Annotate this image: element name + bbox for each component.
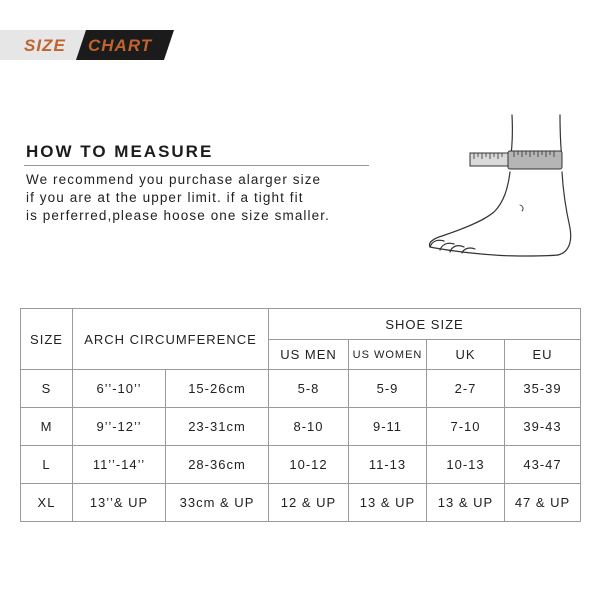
header-uk: UK <box>427 340 505 370</box>
cell-uk: 13 & UP <box>427 484 505 522</box>
cell-arch-inch: 6’’-10’’ <box>73 370 166 408</box>
cell-arch-inch: 9’’-12’’ <box>73 408 166 446</box>
cell-eu: 39-43 <box>505 408 581 446</box>
header-shoe-size: SHOE SIZE <box>269 309 581 340</box>
cell-arch-inch: 11’’-14’’ <box>73 446 166 484</box>
measure-line-3: is perferred,please hoose one size smaller. <box>26 208 330 223</box>
cell-arch-cm: 15-26cm <box>166 370 269 408</box>
cell-eu: 43-47 <box>505 446 581 484</box>
header-eu: EU <box>505 340 581 370</box>
cell-us-women: 13 & UP <box>349 484 427 522</box>
header-size: SIZE <box>21 309 73 370</box>
cell-eu: 47 & UP <box>505 484 581 522</box>
cell-eu: 35-39 <box>505 370 581 408</box>
cell-arch-cm: 28-36cm <box>166 446 269 484</box>
table-row <box>21 446 581 484</box>
cell-us-men: 8-10 <box>269 408 349 446</box>
how-to-measure-text <box>26 171 386 225</box>
cell-uk: 10-13 <box>427 446 505 484</box>
table-row <box>21 370 581 408</box>
cell-us-women: 5-9 <box>349 370 427 408</box>
cell-arch-cm: 23-31cm <box>166 408 269 446</box>
banner-size-label: SIZE <box>24 36 66 55</box>
table-row <box>21 408 581 446</box>
table-row <box>21 484 581 522</box>
measure-line-1: We recommend you purchase alarger size <box>26 172 322 187</box>
measure-line-2: if you are at the upper limit. if a tight fit <box>26 190 304 205</box>
cell-uk: 2-7 <box>427 370 505 408</box>
title-divider <box>24 165 369 166</box>
header-arch-circumference: ARCH CIRCUMFERENCE <box>73 309 269 370</box>
cell-uk: 7-10 <box>427 408 505 446</box>
cell-arch-inch: 13’’& UP <box>73 484 166 522</box>
header-us-women: US WOMEN <box>349 340 427 370</box>
header-us-men: US MEN <box>269 340 349 370</box>
cell-us-men: 12 & UP <box>269 484 349 522</box>
cell-us-men: 5-8 <box>269 370 349 408</box>
cell-size: L <box>21 446 73 484</box>
cell-us-men: 10-12 <box>269 446 349 484</box>
cell-size: M <box>21 408 73 446</box>
table-header-row <box>21 309 581 340</box>
foot-with-measuring-tape-icon <box>420 110 580 270</box>
cell-size: S <box>21 370 73 408</box>
cell-arch-cm: 33cm & UP <box>166 484 269 522</box>
banner-chart-label: CHART <box>88 36 153 55</box>
how-to-measure-title: HOW TO MEASURE <box>26 142 214 161</box>
cell-us-women: 11-13 <box>349 446 427 484</box>
cell-size: XL <box>21 484 73 522</box>
cell-us-women: 9-11 <box>349 408 427 446</box>
size-chart-banner <box>0 30 600 60</box>
size-table <box>20 308 581 522</box>
